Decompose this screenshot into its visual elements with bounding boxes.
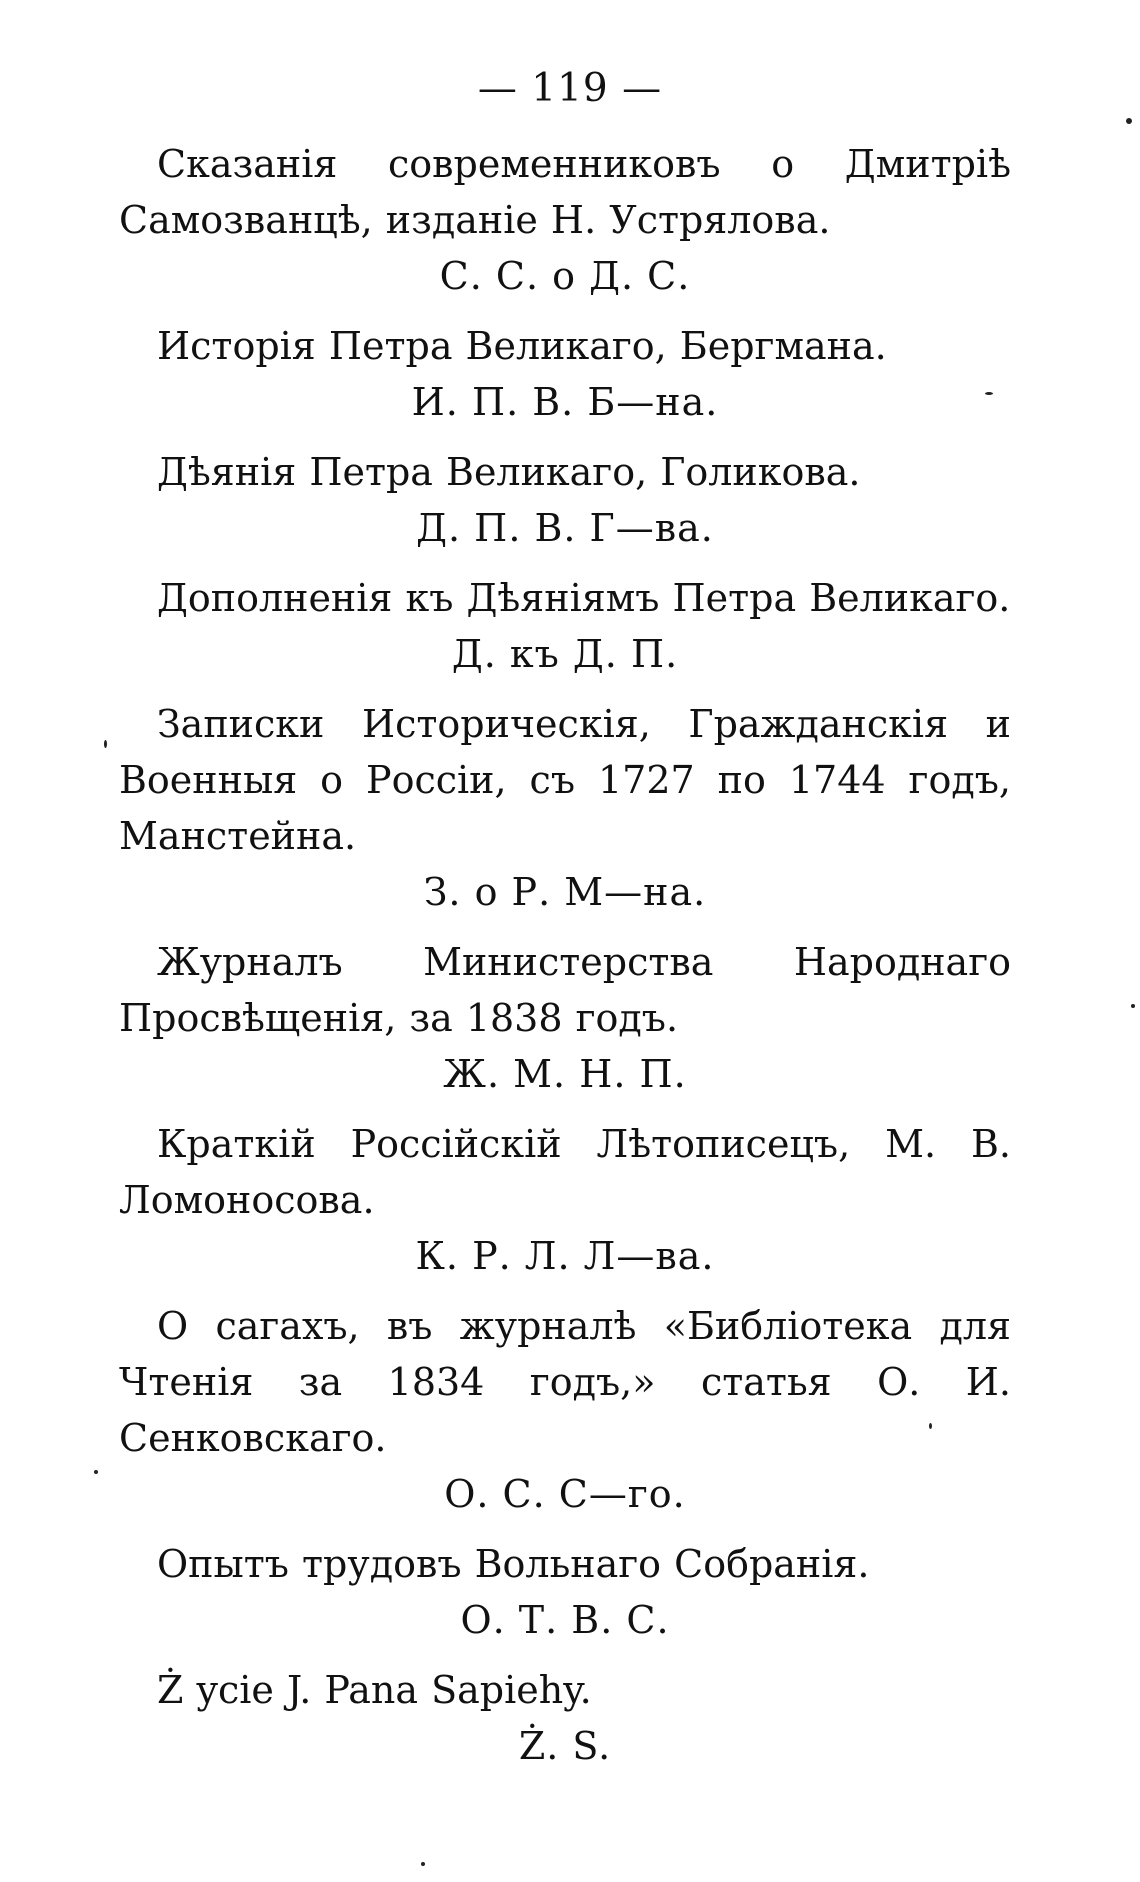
entry-abbreviation: Ж. М. Н. П.: [443, 1052, 687, 1096]
print-speck: [421, 1862, 425, 1866]
entry-title: Краткій Россійскій Лѣтописецъ, М. В. Ломоносова.: [119, 1122, 1011, 1222]
entry-title: Дѣянія Петра Великаго, Голикова.: [157, 450, 861, 494]
list-item: [119, 696, 1011, 920]
entry-title: Записки Историческія, Гражданскія и Военныя о Россіи, съ 1727 по 1744 годъ, Манстейна.: [119, 702, 1011, 858]
entry-title: Исторія Петра Великаго, Бергмана.: [157, 324, 887, 368]
print-speck: [1131, 1004, 1135, 1008]
entry-abbreviation: Д. П. В. Г—ва.: [416, 506, 714, 550]
entry-title: Ż ycie J. Pana Sapiehy.: [157, 1668, 592, 1712]
entry-abbreviation: Д. къ Д. П.: [451, 632, 679, 676]
list-item: [119, 934, 1011, 1102]
list-item: [119, 570, 1011, 682]
print-speck: [929, 1423, 932, 1429]
entry-abbreviation: С. С. о Д. С.: [439, 254, 691, 298]
print-speck: [1126, 118, 1132, 124]
entry-abbreviation: З. о Р. М—на.: [423, 870, 707, 914]
entry-abbreviation: Ż. S.: [518, 1724, 612, 1768]
entry-title: О сагахъ, въ журналѣ «Библіотека для Чтенія за 1834 годъ,» статья О. И. Сенковскаго.: [119, 1304, 1011, 1460]
list-item: [119, 1116, 1011, 1284]
list-item: [119, 444, 1011, 556]
print-speck: [985, 392, 993, 395]
entry-abbreviation: К. Р. Л. Л—ва.: [415, 1234, 715, 1278]
list-item: [119, 1662, 1011, 1774]
entry-abbreviation: О. Т. В. С.: [460, 1598, 670, 1642]
print-speck: [94, 1470, 98, 1474]
abbreviation-list: [119, 136, 1011, 1788]
page-number: — 119 —: [477, 66, 663, 111]
print-speck: [104, 740, 107, 748]
entry-title: Сказанія современниковъ о Дмитріѣ Самозванцѣ, изданіе Н. Устрялова.: [119, 142, 1011, 242]
entry-abbreviation: О. С. С—го.: [444, 1472, 686, 1516]
entry-title: Дополненія къ Дѣяніямъ Петра Великаго.: [157, 576, 1011, 620]
list-item: [119, 136, 1011, 304]
list-item: [119, 1298, 1011, 1522]
entry-title: Опытъ трудовъ Вольнаго Собранія.: [157, 1542, 870, 1586]
entry-title: Журналъ Министерства Народнаго Просвѣщенія, за 1838 годъ.: [119, 940, 1011, 1040]
entry-abbreviation: И. П. В. Б—на.: [411, 380, 719, 424]
list-item: [119, 1536, 1011, 1648]
list-item: [119, 318, 1011, 430]
